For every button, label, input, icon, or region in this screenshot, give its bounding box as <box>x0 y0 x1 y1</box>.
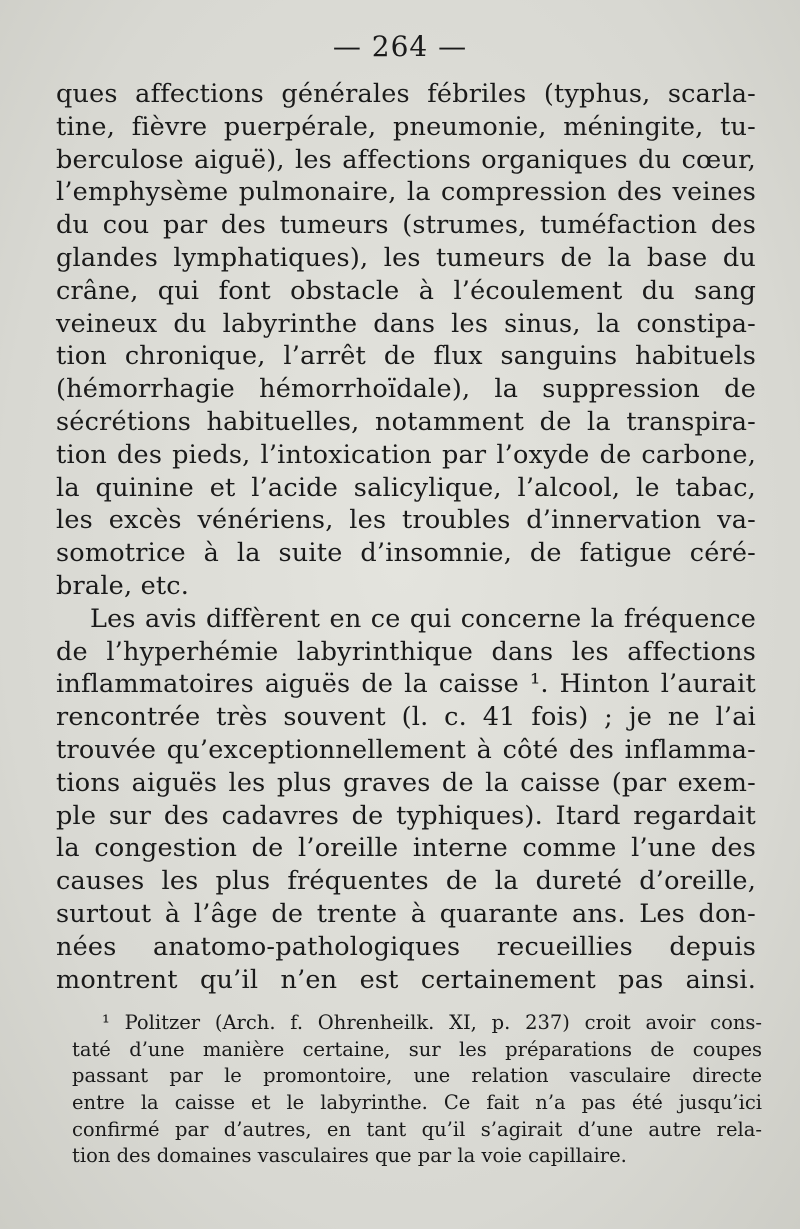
text-line: trouvée qu’exceptionnellement à côté des inflamma- <box>56 734 756 765</box>
text-line: berculose aiguë), les affections organiques du cœur, <box>56 144 756 175</box>
text-line: la congestion de l’oreille interne comme l’une des <box>56 833 756 864</box>
text-line: ques affections générales fébriles (typhus, scarla- <box>56 79 756 109</box>
footnote-line: entre la caisse et le labyrinthe. Ce fait n’a pas été jusqu’ici <box>72 1091 762 1115</box>
page-number: — 264 — <box>332 30 468 63</box>
text-line: surtout à l’âge de trente à quarante ans. Les don- <box>56 898 756 929</box>
text-line: tion chronique, l’arrêt de flux sanguins habituels <box>56 341 756 372</box>
text-line: (hémorrhagie hémorrhoïdale), la suppression de <box>56 374 756 405</box>
text-line: nées anatomo-pathologiques recueillies depuis <box>56 931 756 962</box>
footnote-line: ¹ Politzer (Arch. f. Ohrenheilk. XI, p. 237) croit avoir cons- <box>102 1011 762 1034</box>
text-line: de l’hyperhémie labyrinthique dans les affections <box>56 636 756 667</box>
main-text <box>56 78 756 996</box>
footnote <box>72 1010 762 1170</box>
footnote-line: confirmé par d’autres, en tant qu’il s’agirait d’une autre rela- <box>72 1117 762 1141</box>
text-line: du cou par des tumeurs (strumes, tuméfaction des <box>56 210 756 241</box>
text-line: veineux du labyrinthe dans les sinus, la constipa- <box>56 308 756 339</box>
text-line: tions aiguës les plus graves de la caisse (par exem- <box>56 767 756 798</box>
text-line: tion des pieds, l’intoxication par l’oxyde de carbone, <box>56 439 756 470</box>
text-line: glandes lymphatiques), les tumeurs de la base du <box>56 242 756 273</box>
footnote-line: tion des domaines vasculaires que par la voie capillaire. <box>72 1144 627 1168</box>
text-line: montrent qu’il n’en est certainement pas ainsi. <box>56 964 756 995</box>
text-line: inflammatoires aiguës de la caisse ¹. Hinton l’aurait <box>56 669 756 700</box>
paragraph-start-line: Les avis diffèrent en ce qui concerne la fréquence <box>90 603 756 634</box>
text-line: causes les plus fréquentes de la dureté d’oreille, <box>56 866 756 897</box>
text-line: brale, etc. <box>56 570 190 601</box>
text-line: la quinine et l’acide salicylique, l’alcool, le tabac, <box>56 472 756 503</box>
text-line: l’emphysème pulmonaire, la compression des veines <box>56 177 756 208</box>
text-line: sécrétions habituelles, notamment de la transpira- <box>56 406 756 437</box>
text-line: les excès vénériens, les troubles d’innervation va- <box>56 505 756 536</box>
text-line: crâne, qui font obstacle à l’écoulement du sang <box>56 275 756 306</box>
text-line: tine, fièvre puerpérale, pneumonie, méningite, tu- <box>56 111 756 142</box>
footnote-line: passant par le promontoire, une relation vasculaire directe <box>72 1064 762 1088</box>
text-line: rencontrée très souvent (l. c. 41 fois) ; je ne l’ai <box>56 702 756 733</box>
text-line: ple sur des cadavres de typhiques). Itard regardait <box>56 800 756 831</box>
footnote-line: taté d’une manière certaine, sur les préparations de coupes <box>72 1037 762 1061</box>
text-line: somotrice à la suite d’insomnie, de fatigue céré- <box>56 538 756 569</box>
